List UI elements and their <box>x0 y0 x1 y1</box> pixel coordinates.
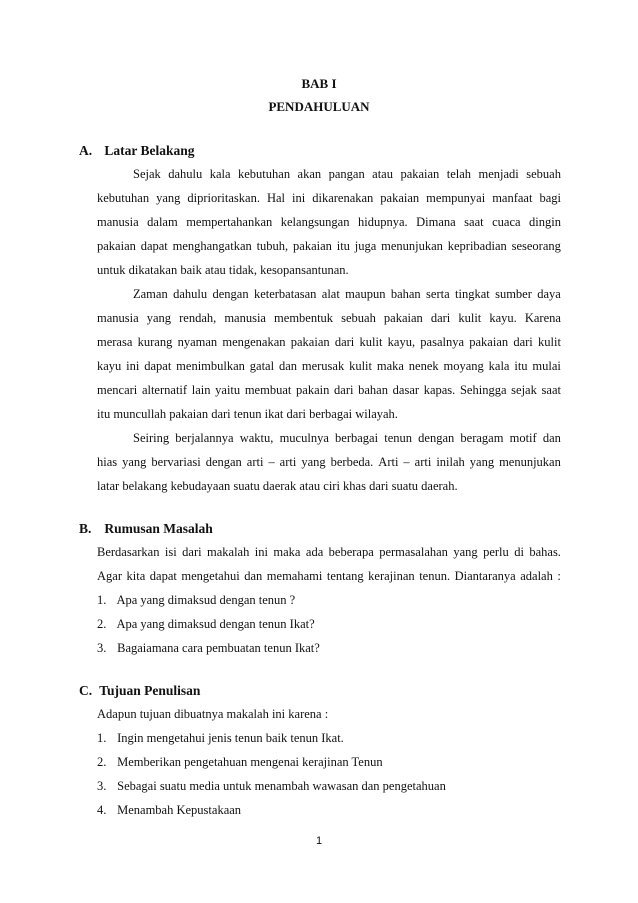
paragraph-line: kebutuhan yang diprioritaskan. Hal ini dikarenakan pakaian mempunyai manfaat bagi <box>97 191 561 205</box>
paragraph-line: Sejak dahulu kala kebutuhan akan pangan atau pakaian telah menjadi sebuah <box>133 167 561 181</box>
list-item <box>97 755 383 770</box>
paragraph-line: manusia dalam mempertahankan kelangsungan hidupnya. Dimana saat cuaca dingin <box>97 215 561 229</box>
section-a-heading <box>79 143 195 159</box>
list-item-number: 1. <box>97 593 107 607</box>
list-item <box>97 779 446 794</box>
list-item-text: Ingin mengetahui jenis tenun baik tenun Ikat. <box>117 731 344 745</box>
section-a-title: Latar Belakang <box>104 143 195 158</box>
section-c-label: C. <box>79 683 93 698</box>
list-item <box>97 641 320 656</box>
list-item <box>97 617 315 632</box>
list-item-number: 4. <box>97 803 107 817</box>
paragraph-line: Agar kita dapat mengetahui dan memahami tentang kerajinan tenun. Diantaranya adalah : <box>97 569 561 583</box>
list-item <box>97 803 241 818</box>
list-item <box>97 731 344 746</box>
section-b-label: B. <box>79 521 92 536</box>
list-item-number: 3. <box>97 641 107 655</box>
section-a-label: A. <box>79 143 93 158</box>
list-item-number: 3. <box>97 779 107 793</box>
section-c-intro: Adapun tujuan dibuatnya makalah ini karena : <box>97 707 329 721</box>
section-c-heading <box>79 683 200 699</box>
list-item-text: Sebagai suatu media untuk menambah wawasan dan pengetahuan <box>117 779 446 793</box>
paragraph-line: merasa kurang nyaman mengenakan pakaian dari kulit kayu, pasalnya pakaian dari kulit <box>97 335 561 349</box>
paragraph-line: latar belakang kebudayaan suatu daerak atau ciri khas dari suatu daerah. <box>97 479 458 493</box>
section-b-heading <box>79 521 213 537</box>
list-item-number: 2. <box>97 617 107 631</box>
list-item-text: Memberikan pengetahuan mengenai kerajinan Tenun <box>117 755 383 769</box>
paragraph-line: pakaian dapat menghangatkan tubuh, pakaian itu juga menunjukan kepribadian seseorang <box>97 239 561 253</box>
paragraph-line: kayu ini dapat menimbulkan gatal dan merusak kulit maka nenek moyang kala itu mulai <box>97 359 561 373</box>
paragraph-line: Zaman dahulu dengan keterbatasan alat maupun bahan serta tingkat sumber daya <box>133 287 561 301</box>
section-c-title: Tujuan Penulisan <box>99 683 201 698</box>
list-item-text: Bagaiamana cara pembuatan tenun Ikat? <box>117 641 320 655</box>
paragraph-line: Seiring berjalannya waktu, muculnya berbagai tenun dengan beragam motif dan <box>133 431 561 445</box>
page-number: 1 <box>315 835 323 847</box>
paragraph-line: Berdasarkan isi dari makalah ini maka ada beberapa permasalahan yang perlu di bahas. <box>97 545 561 559</box>
list-item-number: 1. <box>97 731 107 745</box>
paragraph-line: mencari alternatif lain yaitu membuat pakain dari bahan dasar kapas. Sehingga sejak saat <box>97 383 561 397</box>
chapter-subtitle: PENDAHULUAN <box>268 99 370 114</box>
chapter-title: BAB I <box>301 76 337 91</box>
section-b-title: Rumusan Masalah <box>104 521 213 536</box>
paragraph-line: untuk dikatakan baik atau tidak, kesopansantunan. <box>97 263 349 277</box>
list-item <box>97 593 295 608</box>
paragraph-line: itu muncullah pakaian dari tenun ikat dari berbagai wilayah. <box>97 407 398 421</box>
list-item-text: Apa yang dimaksud dengan tenun Ikat? <box>116 617 315 631</box>
paragraph-line: manusia yang rendah, manusia membentuk sebuah pakaian dari kulit kayu. Karena <box>97 311 561 325</box>
list-item-text: Menambah Kepustakaan <box>117 803 242 817</box>
list-item-number: 2. <box>97 755 107 769</box>
list-item-text: Apa yang dimaksud dengan tenun ? <box>116 593 296 607</box>
paragraph-line: hias yang bervariasi dengan arti – arti yang berbeda. Arti – arti inilah yang menunjukan <box>97 455 561 469</box>
